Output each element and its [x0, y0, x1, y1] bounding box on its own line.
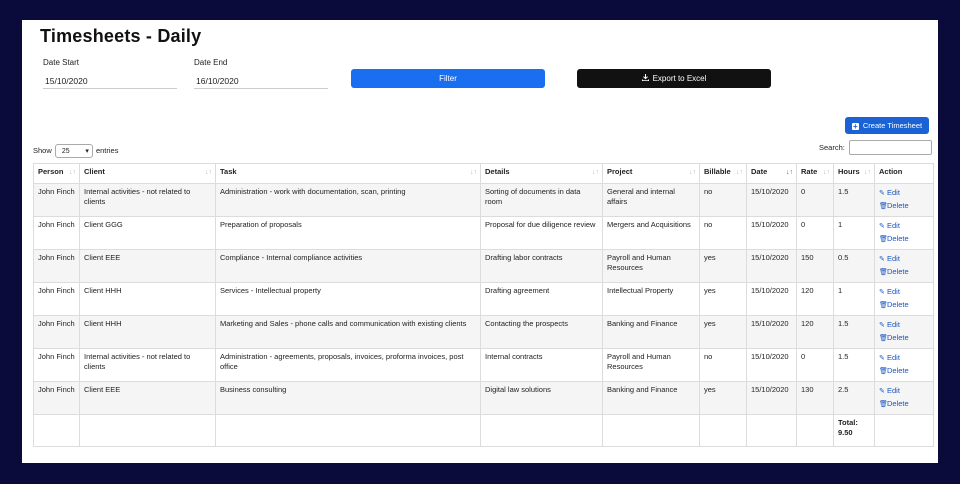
cell-project: Payroll and Human Resources [603, 349, 700, 382]
cell-rate: 150 [797, 250, 834, 283]
sort-icon[interactable]: ↓↑ [470, 169, 477, 176]
cell-person: John Finch [34, 382, 80, 415]
cell-billable: yes [700, 283, 747, 316]
cell-client: Internal activities - not related to clients [80, 184, 216, 217]
table-row [34, 316, 934, 349]
cell-person: John Finch [34, 250, 80, 283]
cell-hours: 2.5 [834, 382, 875, 415]
edit-link[interactable]: ✎ Edit [879, 319, 929, 332]
cell-billable: no [700, 349, 747, 382]
column-header-rate[interactable]: Rate ↓↑ [797, 164, 834, 184]
footer-cell [34, 415, 80, 447]
cell-action [875, 184, 934, 217]
show-label: Show [33, 145, 52, 155]
cell-billable: yes [700, 382, 747, 415]
footer-cell [747, 415, 797, 447]
cell-project: Payroll and Human Resources [603, 250, 700, 283]
table-row [34, 217, 934, 250]
cell-person: John Finch [34, 316, 80, 349]
edit-link[interactable]: ✎ Edit [879, 220, 929, 233]
cell-client: Client EEE [80, 382, 216, 415]
table-row [34, 250, 934, 283]
entries-label: entries [95, 145, 119, 155]
column-header-client[interactable]: Client ↓↑ [80, 164, 216, 184]
cell-task: Administration - agreements, proposals, invoices, proforma invoices, post office [216, 349, 481, 382]
search-label: Search: [819, 143, 845, 152]
cell-action [875, 349, 934, 382]
cell-date: 15/10/2020 [747, 217, 797, 250]
total-label: Total: [838, 418, 858, 427]
footer-cell [603, 415, 700, 447]
cell-task: Marketing and Sales - phone calls and communication with existing clients [216, 316, 481, 349]
column-header-action[interactable]: Action [875, 164, 934, 184]
date-end-label: Date End [194, 58, 228, 67]
cell-rate: 120 [797, 316, 834, 349]
sort-icon[interactable]: ↓↑ [736, 169, 743, 176]
date-end-input[interactable]: 16/10/2020 [194, 73, 328, 89]
timesheet-table [33, 163, 934, 447]
chevron-down-icon: ▾ [85, 148, 89, 155]
cell-date: 15/10/2020 [747, 184, 797, 217]
cell-project: Mergers and Acquisitions [603, 217, 700, 250]
cell-person: John Finch [34, 184, 80, 217]
cell-hours: 1 [834, 217, 875, 250]
cell-action [875, 250, 934, 283]
column-header-billable[interactable]: Billable ↓↑ [700, 164, 747, 184]
cell-date: 15/10/2020 [747, 382, 797, 415]
cell-details: Internal contracts [481, 349, 603, 382]
column-header-details[interactable]: Details ↓↑ [481, 164, 603, 184]
pencil-icon: ✎ [879, 289, 885, 296]
trash-icon: 🗑 [879, 401, 888, 408]
cell-action [875, 382, 934, 415]
table-row [34, 283, 934, 316]
download-icon [642, 69, 649, 88]
cell-details: Drafting labor contracts [481, 250, 603, 283]
cell-date: 15/10/2020 [747, 349, 797, 382]
edit-link[interactable]: ✎ Edit [879, 286, 929, 299]
cell-project: Banking and Finance [603, 316, 700, 349]
export-label: Export to Excel [652, 74, 707, 83]
page-title: Timesheets - Daily [40, 26, 202, 46]
delete-link[interactable]: 🗑Delete [879, 398, 929, 411]
cell-billable: yes [700, 250, 747, 283]
cell-task: Business consulting [216, 382, 481, 415]
cell-details: Digital law solutions [481, 382, 603, 415]
column-header-person[interactable]: Person ↓↑ [34, 164, 80, 184]
sort-icon[interactable]: ↓↑ [823, 169, 830, 176]
cell-action [875, 217, 934, 250]
filter-button[interactable]: Filter [351, 69, 545, 88]
cell-details: Drafting agreement [481, 283, 603, 316]
cell-rate: 130 [797, 382, 834, 415]
pencil-icon: ✎ [879, 388, 885, 395]
table-row [34, 184, 934, 217]
pencil-icon: ✎ [879, 256, 885, 263]
cell-project: Intellectual Property [603, 283, 700, 316]
entries-control [33, 144, 118, 158]
delete-link[interactable]: 🗑Delete [879, 365, 929, 378]
trash-icon: 🗑 [879, 269, 888, 276]
column-header-task[interactable]: Task ↓↑ [216, 164, 481, 184]
cell-task: Preparation of proposals [216, 217, 481, 250]
footer-cell [216, 415, 481, 447]
create-label: Create Timesheet [862, 121, 923, 130]
column-header-hours[interactable]: Hours ↓↑ [834, 164, 875, 184]
table-row [34, 349, 934, 382]
cell-details: Contacting the prospects [481, 316, 603, 349]
trash-icon: 🗑 [879, 335, 888, 342]
hours-total [834, 415, 875, 447]
delete-link[interactable]: 🗑Delete [879, 332, 929, 345]
cell-details: Sorting of documents in data room [481, 184, 603, 217]
cell-details: Proposal for due diligence review [481, 217, 603, 250]
cell-billable: no [700, 184, 747, 217]
cell-client: Internal activities - not related to clients [80, 349, 216, 382]
create-timesheet-button[interactable] [845, 117, 929, 134]
cell-task: Administration - work with documentation, scan, printing [216, 184, 481, 217]
trash-icon: 🗑 [879, 236, 888, 243]
pencil-icon: ✎ [879, 190, 885, 197]
edit-link[interactable]: ✎ Edit [879, 253, 929, 266]
cell-client: Client HHH [80, 283, 216, 316]
total-row [34, 415, 934, 447]
total-value: 9.50 [838, 428, 853, 437]
cell-project: Banking and Finance [603, 382, 700, 415]
pencil-icon: ✎ [879, 223, 885, 230]
cell-project: General and internal affairs [603, 184, 700, 217]
sort-icon[interactable]: ↓↑ [864, 169, 871, 176]
cell-task: Compliance - Internal compliance activities [216, 250, 481, 283]
cell-rate: 0 [797, 184, 834, 217]
search-input[interactable] [849, 140, 932, 155]
cell-person: John Finch [34, 283, 80, 316]
pencil-icon: ✎ [879, 355, 885, 362]
cell-rate: 120 [797, 283, 834, 316]
edit-link[interactable]: ✎ Edit [879, 187, 929, 200]
cell-billable: no [700, 217, 747, 250]
cell-date: 15/10/2020 [747, 283, 797, 316]
cell-hours: 1.5 [834, 316, 875, 349]
cell-task: Services - Intellectual property [216, 283, 481, 316]
entries-select[interactable]: 25 ▾ [55, 144, 93, 158]
cell-action [875, 316, 934, 349]
cell-hours: 0.5 [834, 250, 875, 283]
table-header [34, 164, 934, 184]
date-start-input[interactable]: 15/10/2020 [43, 73, 177, 89]
cell-hours: 1.5 [834, 184, 875, 217]
date-start-label: Date Start [43, 58, 80, 67]
table-row [34, 382, 934, 415]
sort-icon[interactable]: ↓↑ [689, 169, 696, 176]
cell-client: Client HHH [80, 316, 216, 349]
sort-icon[interactable]: ↓↑ [592, 169, 599, 176]
delete-link[interactable]: 🗑Delete [879, 299, 929, 312]
cell-person: John Finch [34, 349, 80, 382]
cell-client: Client EEE [80, 250, 216, 283]
cell-date: 15/10/2020 [747, 316, 797, 349]
pencil-icon: ✎ [879, 322, 885, 329]
delete-link[interactable]: 🗑Delete [879, 266, 929, 279]
trash-icon: 🗑 [879, 368, 888, 375]
column-header-project[interactable]: Project ↓↑ [603, 164, 700, 184]
cell-action [875, 283, 934, 316]
app-window [22, 20, 938, 463]
cell-client: Client GGG [80, 217, 216, 250]
footer-cell [700, 415, 747, 447]
cell-date: 15/10/2020 [747, 250, 797, 283]
edit-link[interactable]: ✎ Edit [879, 352, 929, 365]
cell-rate: 0 [797, 349, 834, 382]
sort-icon[interactable]: ↓↑ [786, 169, 793, 176]
sort-icon[interactable]: ↓↑ [205, 169, 212, 176]
trash-icon: 🗑 [879, 302, 888, 309]
footer-cell [875, 415, 934, 447]
export-excel-button[interactable] [577, 69, 771, 88]
delete-link[interactable]: 🗑Delete [879, 233, 929, 246]
cell-person: John Finch [34, 217, 80, 250]
sort-icon[interactable]: ↓↑ [69, 169, 76, 176]
footer-cell [80, 415, 216, 447]
plus-square-icon: + [853, 122, 858, 131]
edit-link[interactable]: ✎ Edit [879, 385, 929, 398]
cell-rate: 0 [797, 217, 834, 250]
trash-icon: 🗑 [879, 203, 888, 210]
footer-cell [481, 415, 603, 447]
cell-billable: yes [700, 316, 747, 349]
cell-hours: 1 [834, 283, 875, 316]
column-header-date[interactable]: Date ↓↑ [747, 164, 797, 184]
footer-cell [797, 415, 834, 447]
delete-link[interactable]: 🗑Delete [879, 200, 929, 213]
cell-hours: 1.5 [834, 349, 875, 382]
